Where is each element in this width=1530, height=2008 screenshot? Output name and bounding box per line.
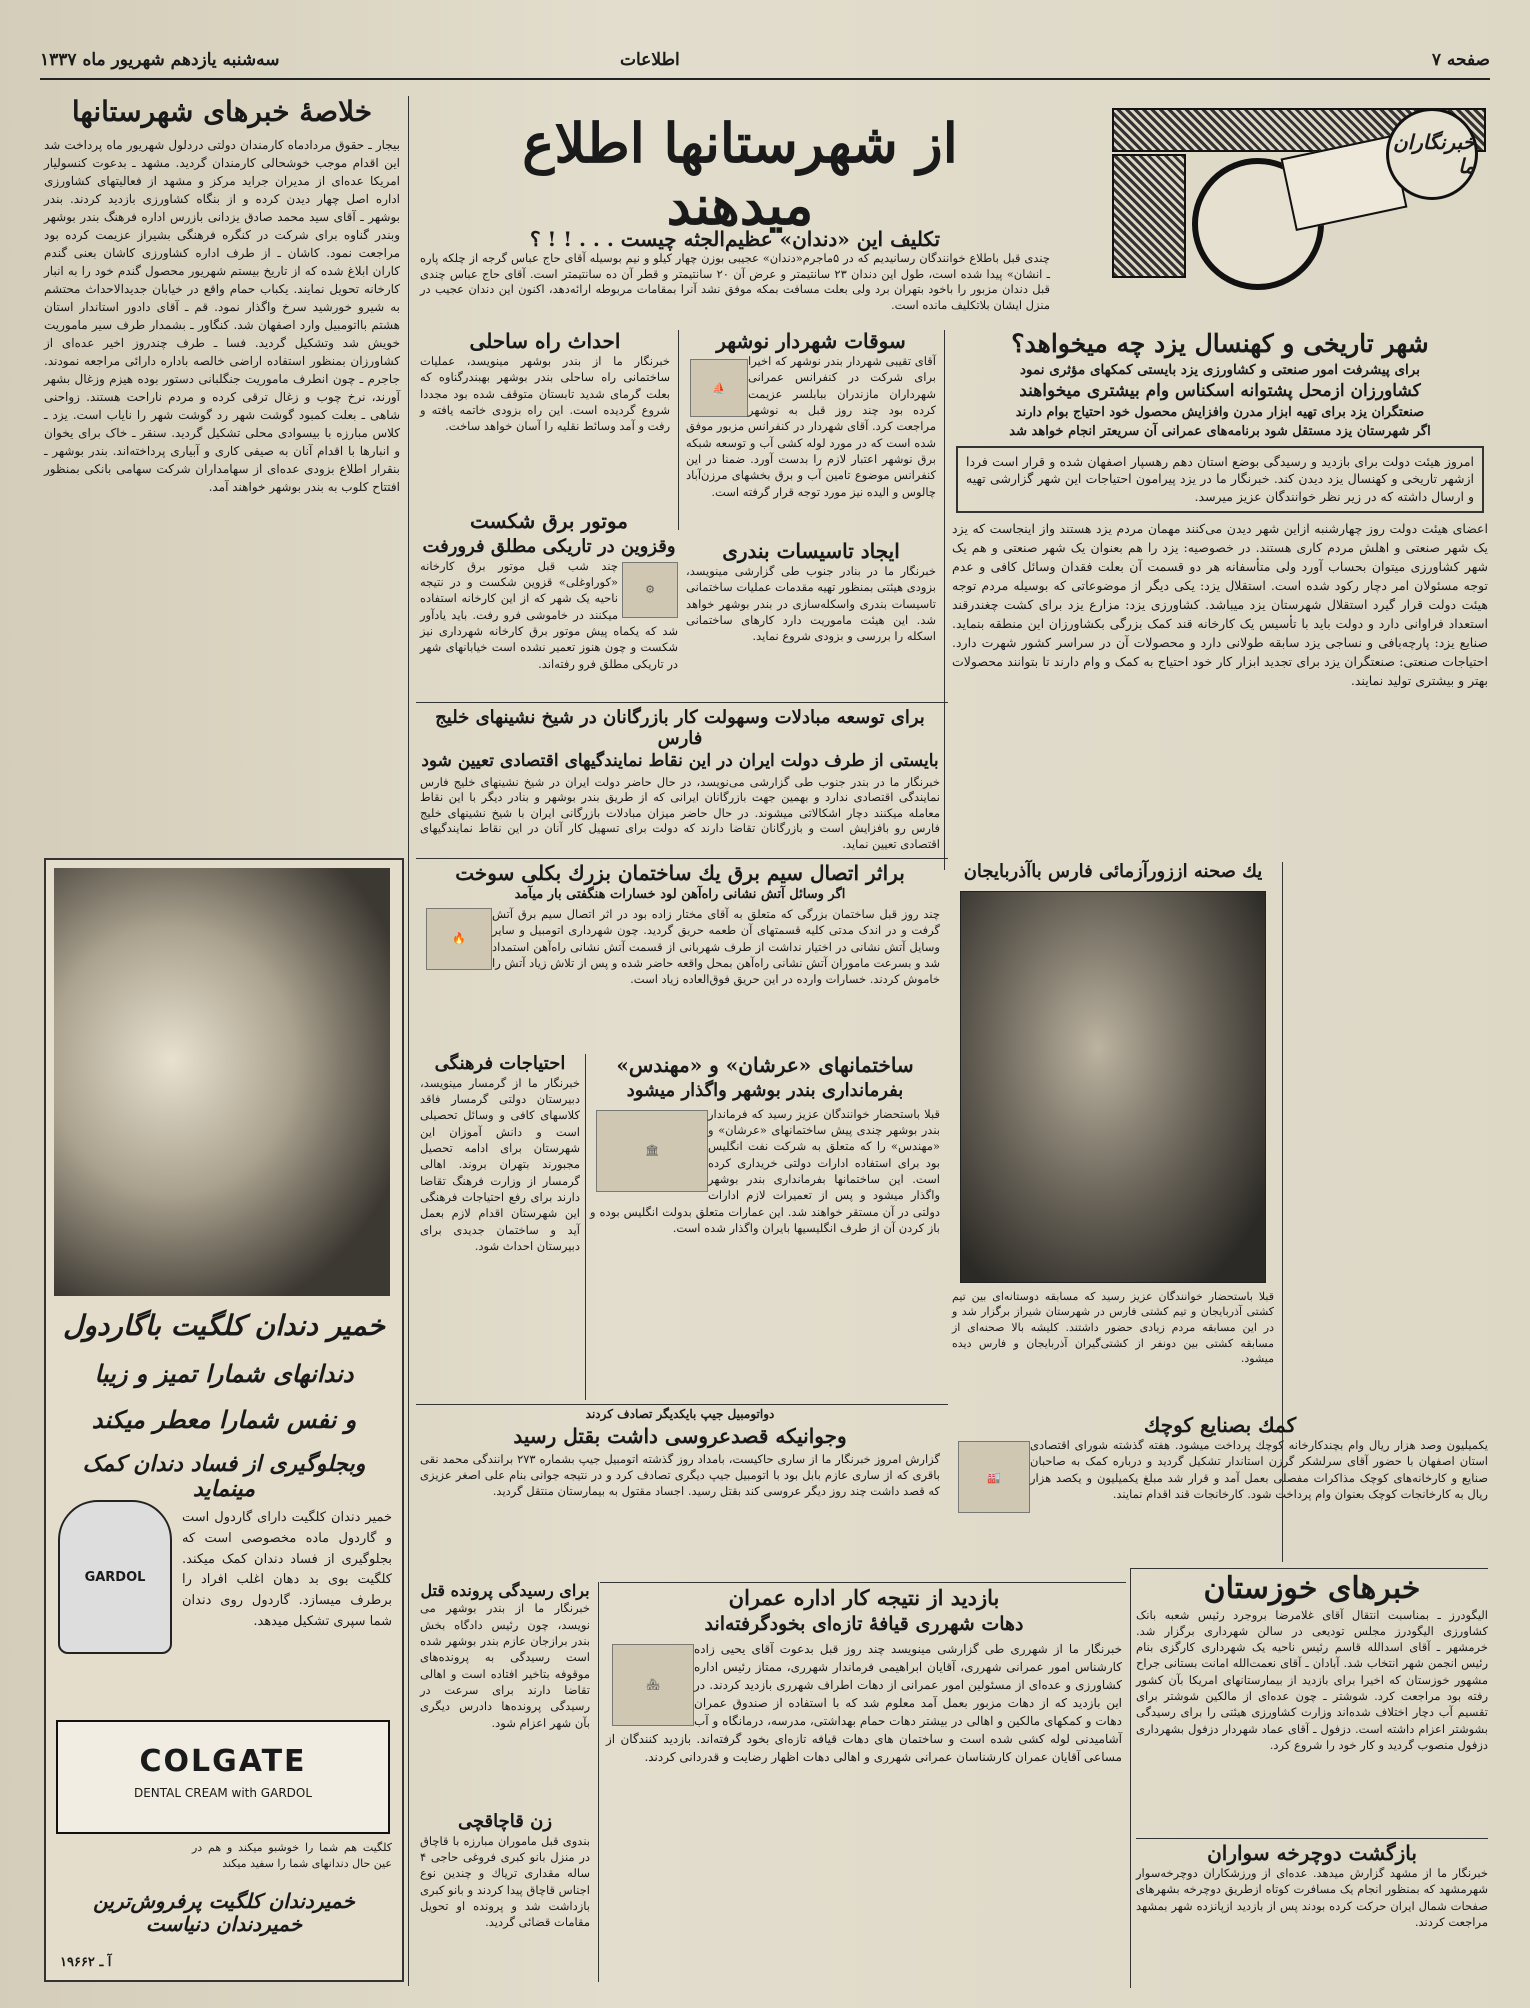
wrestling-photo: [960, 891, 1266, 1283]
mayor-text: آقای تقیبی شهردار بندر نوشهر که اخیرا برای شرکت در کنفرانس عمرانی شهرداران مازندران ببابلسر عزیمت کرده بود چند روز قبل به نوشهر مراجعت کرد. آقای شهردار در کنفرانس مزبور موفق شده است که در مورد لوله کشی آب و توسعه شبکه برق نوشهر اعتبار لازم را بدست آورد. ضمنا در این کنفرانس موضوع تامین آب و برق بخشهای مرزن‌آباد چالوس و الیده نیز مورد توجه قرار گرفته است.: [686, 354, 936, 499]
women-story: [420, 1812, 590, 1982]
ashan-title: ساختمانهای «عرشان» و «مهندس»: [616, 1053, 914, 1077]
yazd-title: شهر تاریخی و کهنسال یزد چه میخواهد؟: [1011, 329, 1429, 358]
reporters-logo: خبرنگاران ما: [1386, 108, 1478, 200]
divider-cycle: [1136, 1838, 1488, 1839]
engine-sub: وقزوین در تاریکی مطلق فرورفت: [422, 536, 676, 557]
ad-code: آ ـ ۱۹۶۶۲: [60, 1955, 112, 1970]
ad-line1: دندانهای شمارا تمیز و زیبا: [94, 1359, 354, 1388]
divider-bride-top: [416, 1404, 948, 1405]
banner-keys-left: [1112, 154, 1186, 278]
page-number: صفحه ۷: [1431, 50, 1490, 70]
banner-title: از شهرستانها اطلاع میدهند: [522, 111, 958, 238]
factory-icon: 🏭: [958, 1441, 1030, 1513]
license-story: [420, 1582, 590, 1810]
ad-box-graphic: [56, 1720, 390, 1834]
bride-kicker: دواتومبیل جیپ بایکدیگر تصادف کردند: [585, 1407, 775, 1421]
tooth-text: چندی قبل باطلاع خوانندگان رسانیدیم که در ۵ماجرم«دندان» عجیبی بوزن چهار کیلو و نیم بوسیله آقای حاج عباس گرجه از چلکه پاره ـ انشان» پیدا شده است، طول این دندان ۲۳ سانتیمتر و عرض آن ۲۰ سانتیمتر و قطر آن ده سانتیمتر است. آقای حاج عباس چندی قبل دندان مزبور را باخود بتهران برد ولی بعلت مسافت بمکه موفق نشد آنرا بمقامات مربوطه ارائه‌دهد، اکنون این دندان عجیب در منزل ایشان بلاتکلیف مانده است.: [420, 251, 1050, 312]
ashan-story: [590, 1054, 940, 1400]
install-text: خبرنگار ما در بنادر جنوب طی گزارشی مینویسد، بزودی هیئتی بمنظور تهیه مقدمات عملیات ساختمانی تاسیسات بندری واسکله‌سازی در بندر بوشهر خواهد شد. این هیئت ماموریت دارد کارهای ساختمانی اسکله را بررسی و بزودی شروع نماید.: [686, 564, 936, 644]
divider-mayor: [678, 330, 679, 530]
cycle-text: خبرنگار ما از مشهد گزارش میدهد. عده‌ای از ورزشکاران دوچرخه‌سوار شهرمشهد که بمنظور انجام یک مسافرت کوتاه ازطریق دوچرخه بشهرهای صفحات شمال ایران حرکت کرده بودند پس از بازدید ازپانزده شهر بمشهد مراجعت کردند.: [1136, 1866, 1488, 1929]
page-header: [40, 44, 1490, 74]
cycle-story: [1136, 1842, 1488, 1982]
divider-visit: [600, 1582, 1126, 1583]
fire-story: [420, 862, 940, 1050]
visit-title: بازدید از نتیجه کار اداره عمران: [728, 1585, 1000, 1610]
install-story: [686, 540, 936, 710]
fire-icon: 🔥: [426, 908, 492, 970]
engine-title: موتور برق شکست: [470, 509, 628, 533]
wrestling-title: یك صحنه اززورآزمائی فارس باآذربایجان: [963, 861, 1263, 882]
divider-culture: [585, 1054, 586, 1400]
crafts-text: یکمیلیون وصد هزار ریال وام بچندکارخانه کوچك پرداخت میشود. هفته گذشته شورای اقتصادی استان اصفهان با حضور آقای سرلشکر گرزن استاندار تشکیل گردید و درباره کمک به صاحبان صنایع و کارخانه‌های کوچک مذاکرات مفصلی بعمل آمد و قرار شد مبلغ یکمیلیون و یکصد هزار ریال به کارخانجات کوچک بعنوان وام پرداخت شود. کارخانجات قند اقدام نمایند.: [1030, 1438, 1488, 1501]
culture-title: احتیاجات فرهنگی: [434, 1053, 566, 1074]
visit-sub: دهات شهرری قیافهٔ تازه‌ای بخودگرفته‌اند: [704, 1613, 1024, 1636]
summary-text: بیجار ـ حقوق مردادماه کارمندان دولتی دردلول شهریور ماه پرداخت شد این اقدام موجب خوشحالی کارمندان گردید. مشهد ـ بدعوت کنسولیار امریکا عده‌ای از مدیران جراید مرکز و مشهد از فعالیتهای کشاورزی اداره اصل چهار دیدن کرده و از بنگاه کشاورزی بازدید کردند. بندر بوشهر ـ آقای سید محمد صادق یزدانی بازرس اداره فرهنگ بندر بوشهر وبندر گناوه برای شرکت در کنگره فرهنگی بشیراز عزیمت کرده بود مراجعت نمود. کاشان ـ از طرف اداره کشاورزی کاشان بعنی گندم کاران ابلاغ شده که از تاریخ بیستم شهریور محصول گندم خود را به انبار کارخانه تحویل نمایند. یکباب حمام واقع در خیابان جدیدالاحداث محتشم به شیرو خورشید سرخ واگذار نمود. قم ـ آقای دادور استاندار استان هشتم بااتومبیل وارد اصفهان شد. کنگاور ـ بشمدار طرف سیر ماموریت خویش شد وتشکیل گردید. فسا ـ طرف چندروز اخیر عده‌ای از کشاورزان بمنظور استفاده اراضی خالصه باداره دارائی مراجعه نمودند. جاجرم ـ چون انطرف ماموریت جنگلبانی دستور بوده هیزم وزغال بشهر آورند، نرخ چوب و زغال ترقی کرده و مردم ناراحت هستند. زواحنی شاهی ـ بعلت کمبود گوشت شهر رد گوشت شهر را نایاب است. یزد ـ کلاس مبارزه با بیسوادی محلی تشکیل گردید. سنقر ـ خاک برای یخوان و انبارها با اقدام آنان به صیفی کاری و آبیاری پرداخته‌اند. بندر بوشهر ـ بنقرار اطلاع بزودی عده‌ای از سهامداران شرکت سهامی بانکی بمنظور افتتاح کلوب به بندر بوشهر خواهند آمد.: [44, 138, 400, 495]
colgate-ad: [44, 858, 404, 1982]
divider-visit-v: [598, 1582, 599, 1982]
install-title: ایجاد تاسیسات بندری: [722, 539, 900, 563]
license-text: خبرنگار ما از بندر بوشهر می نویسد، چون رئیس دادگاه بخش بندر برازجان عازم بندر بوشهر شده است رسیدگی به پرونده‌های موقوفه بتاخیر افتاده است و اهالی تقاضا دارند برای سرعت در رسیدگی پرونده‌ها دادرس دیگری بآن شهر اعزام شود.: [420, 1601, 590, 1730]
ad-line3: وبجلوگیری از فساد دندان کمک مینماید: [82, 1451, 366, 1503]
gulf-story: [420, 708, 940, 856]
ad-box-sub: DENTAL CREAM with GARDOL: [133, 1786, 313, 1800]
banner-illustration: [1052, 98, 1488, 292]
ashan-text: قبلا باستحضار خوانندگان عزیز رسید که فرماندار بندر بوشهر چندی پیش ساختمانهای «عرشان» و «مهندس» را که متعلق به شرکت نفت انگلیس بود برای استفاده ادارات دولتی خریداری کرده است. این ساختمانها بفرمانداری بندر بوشهر واگذار میشود و پس از تعمیرات لازم ادارات دولتی در آن مستقر خواهند شد. این عمارات متعلق بدولت انگلیس بوده و باز کردن آن از طرف انگلیسیها بایران واگذار شده است.: [590, 1106, 940, 1235]
yazd-sub1: برای پیشرفت امور صنعتی و کشاورزی یزد بایستی کمکهای مؤثری نمود: [1020, 361, 1420, 378]
divider-gulf-bottom: [416, 858, 948, 859]
gulf-text: خبرنگار ما در بندر جنوب طی گزارشی می‌نویسد، در حال حاضر دولت ایران در شیخ نشینهای خلیج فارس نمایندگی اقتصادی ندارد و بهمین جهت بازرگانان ایرانی که از طریق بندر بوشهر و بنادر دیگر با این نقاط معامله میکنند دچار اشکالاتی میشوند. در حال حاضر میزان مبادلات بازرگانی ایران با شیخ نشینهای خلیج فارس رو بافزایش است و بازرگانان تقاضا دارند که دولت برای تسهیل کار آنان در این نقاط نمایندگیهای اقتصادی تعیین نماید.: [420, 774, 940, 851]
tooth-title: تکلیف این «دندان» عظیم‌الجثه چیست . . . ! ! ؟: [529, 227, 941, 251]
ad-tube-icon: GARDOL: [58, 1500, 172, 1654]
paper-name: اطلاعات: [620, 50, 680, 70]
divider-gulf-top: [416, 702, 948, 703]
cycle-title: بازگشت دوچرخه سواران: [1207, 1841, 1417, 1865]
women-title: زن قاچاقچی: [457, 1811, 553, 1832]
building-icon: 🏛: [596, 1110, 708, 1192]
summary-column: [44, 96, 400, 854]
fire-text: چند روز قبل ساختمان بزرگی که متعلق به آقای مختار زاده بود در اثر اتصال سیم برق آتش گرفت و در اندک مدتی کلیه قسمتهای آن طعمه حریق گردید. چون شهرداری اتومبیل و سایر وسایل آتش نشانی در اختیار نداشت از طرف شهربانی از قسمت آتش نشانی راه‌آهن استمداد شد و بسرعت ماموران آتش نشانی راه‌آهن بمحل واقعه حاضر شده و پس از تلاش زیاد آتش را خاموش کردند. خسارات وارده در این حریق فوق‌العاده زیاد است.: [492, 906, 940, 987]
column-divider-right: [944, 330, 945, 870]
divider-khuzestan: [1130, 1568, 1488, 1569]
wrestling-block: [952, 862, 1274, 1410]
engine-icon: ⚙: [622, 562, 678, 618]
wrestling-caption: قبلا باستحضار خوانندگان عزیز رسید که مسابقه دوستانه‌ای بین تیم کشتی آذربایجان و تیم کشتی فارس در شهرستان شیراز برگزار شد و در این مسابقه مردم زیادی حضور داشتند. کلیشه بالا صحنه‌ای از مسابقه کشتی بین دونفر از کشتی‌گیران آذربایجان و فارس دیده میشود.: [952, 1289, 1274, 1366]
boat-icon: ⛵: [690, 359, 748, 417]
culture-story: [420, 1054, 580, 1400]
engine-text: چند شب قبل موتور برق کارخانه «کوراوغلی» قزوین شکست و در نتیجه ناحیه یک شهر که از این کارخانه استفاده میکنند در خاموشی فرو رفت. باید یادآور شد که یکماه پیش موتور برق کارخانه شهرداری نیز شکست و چون هنوز تعمیر نشده است خیابانهای شهر در تاریکی مطلق فرو رفته‌اند.: [420, 558, 678, 671]
yazd-sub3: صنعتگران یزد برای تهیه ابزار مدرن وافزایش محصول خود احتیاج بوام دارند: [1015, 404, 1425, 420]
crafts-title: کمك بصنایع کوچك: [1143, 1413, 1297, 1437]
ashan-sub: بفرمانداری بندر بوشهر واگذار میشود: [626, 1080, 904, 1101]
yazd-boxed-intro: امروز هیئت دولت برای بازدید و رسیدگی بوضع استان دهم رهسپار اصفهان شده و قرار است فردا ازشهر تاریخی و کهنسال یزد دیدن کند. خبرنگار ما در یزد پیرامون احتیاجات این شهر گزارشی تهیه و ارسال داشته که در زیر نظر خوانندگان عزیز میرسد.: [956, 446, 1484, 513]
ad-foot-text: کلگیت هم شما را خوشبو میکند و هم در عین حال دندانهای شما را سفید میکند: [192, 1841, 392, 1870]
fire-sub: اگر وسائل آتش نشانی راه‌آهن لود خسارات هنگفتی بار میآمد: [514, 887, 846, 902]
women-text: بندوی قبل ماموران مبارزه با قاچاق در منزل بانو کبری فروغی حاجی ۴ ساله مقداری تریاك و چندین نوع اجناس قاچاق پیدا کردند و بانو کبری بازداشت شد و پرونده او تحویل مقامات قضائی گردید.: [420, 1833, 590, 1930]
khuzestan-title: خبرهای خوزستان: [1203, 1571, 1421, 1606]
header-rule: [40, 78, 1490, 80]
ad-box-brand: COLGATE: [139, 1744, 307, 1779]
ad-footer: خمیردندان کلگیت پرفروش‌ترین خمیردندان دنیاست: [93, 1889, 355, 1936]
yazd-sub2: کشاورزان ازمحل پشتوانه اسکناس وام بیشتری میخواهند: [1019, 381, 1421, 402]
ad-line2: و نفس شمارا معطر میکند: [91, 1405, 357, 1434]
bride-title: وجوانیکه قصدعروسی داشت بقتل رسید: [513, 1423, 847, 1448]
village-icon: 🏘: [612, 1644, 694, 1726]
bride-story: [420, 1408, 940, 1578]
fire-title: براثر اتصال سیم برق یك ساختمان بزرك بكلی سوخت: [455, 861, 905, 885]
divider-khuzestan-v: [1130, 1568, 1131, 1988]
visit-text: خبرنگار ما از شهرری طی گزارشی مینویسد چند روز قبل بدعوت آقای یحیی زاده کارشناس امور عمرانی شهرری، آقایان ابراهیمی فرماندار شهرری، ممتاز رئیس اداره کشاورزی و عده‌ای از مسئولین امور عمرانی از دهات اطراف شهرری بازدید کردند. در این بازدید که از دهات مزبور بعمل آمد معلوم شد که با استفاده از صندوق عمران دهات و کمکهای مالکین و اهالی در بیشتر دهات حمام بهداشتی، مدرسه، درمانگاه و آب آشامیدنی لوله کشی شده است و ساختمان های دهات قیافه تازه‌ای بخود گرفته‌اند. بازدید کنندگان از مساعی آقایان عمران کارشناسان عمرانی شهرری و اهالی دهات اظهار رضایت و قدردانی کردند.: [606, 1641, 1123, 1764]
khuzestan-text: الیگودرز ـ بمناسبت انتقال آقای غلامرضا بروجرد رئیس شعبه بانک کشاورزی الیگودرز مجلس تودیعی در سالن شهرداری برگزار شد. خرمشهر ـ آقای اسدالله قاسم رئیس ناحیه یک شهرداری کارگزی بنام رئیس انجمن شهر انتخاب شد. آبادان ـ آقای نعمت‌الله امانت بستانی جراح مشهور خوزستان که اخیرا برای بازدید از بیمارستانهای امریکا بآن کشور رفته بود مراجعت کرد. شوشتر ـ چون عده‌ای از مالکین شوشتر برای تقسیم آب دچار اختلاف شده‌اند وزارت کشاورزی هیئتی را برای رسیدگی بشوشتر اعزام داشته است. دزفول ـ آقای عماد شهردار دزفول بشهرداری دزفول منصوب گردید و کار خود را شروع کرد.: [1136, 1607, 1488, 1753]
gulf-title: برای توسعه مبادلات وسهولت کار بازرگانان در شیخ نشینهای خلیج فارس: [435, 707, 925, 749]
khuzestan-story: [1136, 1572, 1488, 1836]
coast-text: خبرنگار ما از بندر بوشهر مینویسد، عملیات ساختمانی راه ساحلی بندر بوشهر بهبندرگناوه که بعلت گرمای شدید تابستان متوقف شده بود مجددا شروع گردیده است. این راه بزودی خاتمه یافته و رفت و آمد وسائط نقلیه را آسان خواهد ساخت.: [420, 354, 670, 434]
coast-title: احداث راه ساحلی: [469, 329, 621, 353]
license-title: برای رسیدگی پرونده قتل: [420, 1581, 590, 1600]
ad-body: خمیر دندان کلگیت دارای گاردول است و گاردول ماده مخصوصی است که بجلوگیری از فساد دندان کمک میکند. کلگیت بوی بد دهان اغلب افراد را برطرف میسازد. گاردول روی دندان شما سپری تشکیل میدهد.: [182, 1510, 392, 1629]
mayor-story: [686, 330, 936, 530]
ad-couple-photo: [54, 868, 390, 1296]
tooth-story: [420, 228, 1050, 322]
yazd-sub4: اگر شهرستان یزد مستقل شود برنامه‌های عمرانی آن سریعتر انجام خواهد شد: [1009, 423, 1431, 439]
crafts-story: [952, 1414, 1488, 1564]
bride-text: گزارش امروز خبرنگار ما از ساری حاکیست، بامداد روز گذشته اتومبیل جیپ بشماره ۲۷۳ برانندگی محمد نقی باقری که از ساری عازم بابل بود با اتومبیل جیپ دیگری تصادف کرد و در نتیجه جوانی بنام علی اصغر عزیزی که قصد داشت چند روز دیگر عروسی کند بقتل رسید. اجساد مقتول به بیمارستان منتقل گردید.: [420, 1451, 940, 1499]
visit-story: [606, 1586, 1122, 1976]
culture-text: خبرنگار ما از گرمسار مینویسد، دبیرستان دولتی گرمسار فاقد کلاسهای کافی و وسائل تحصیلی است و دانش آموزان این شهرستان برای ادامه تحصیل مجبورند بتهران بروند. اهالی گرمسار از وزارت فرهنگ تقاضا دارند برای رفع احتیاجات فرهنگی این شهرستان اقدام لازم بعمل آید و ساختمان جدیدی برای دبیرستان احداث شود.: [420, 1075, 580, 1253]
summary-title: خلاصهٔ خبرهای شهرستانها: [71, 95, 373, 128]
ad-brand-line: خمیر دندان کلگیت باگاردول: [63, 1309, 385, 1342]
coast-story: [420, 330, 670, 520]
column-divider-left: [408, 96, 409, 1986]
mayor-title: سوقات شهردار نوشهر: [716, 329, 906, 353]
engine-story: [420, 510, 678, 710]
yazd-text: اعضای هیئت دولت روز چهارشنبه ازاین شهر دیدن می‌کنند مهمان مردم یزد هستند واز اینجاست که یزد یک شهر صنعتی و اهلش مردم کاری هستند. در خصوصیه: یزد را هم بعنوان یک شهر صنعتی و هم یک شهر کشاورزی میتوان بحساب آورد ولی متأسفانه هر دو قسمت آن بعلت فقدان وسائل کافی و عدم توجه مسئولان امر دچار رکود شده است. استقلال یزد: یکی دیگر از موضوعاتی که بوسیله مردم توجه هیئت دولت قرار گیرد استقلال شهرستان یزد میباشد. کشاورزی یزد: مزارع یزد برای کشت چغندرقند استعداد فراوانی دارد و دولت باید با تأسیس یک کارخانه قند کمک بزرگی بکشاورزان این منطقه بنماید. صنایع یزد: پارچه‌بافی و نساجی یزد سابقه طولانی دارد و محصولات آن در سراسر کشور شهرت دارد. احتیاجات صنعتی: صنعتگران یزد برای تجدید ابزار کار خود احتیاج به کمک و وام دارند تا بتوانند محصولات بهتر و بیشتری تولید نمایند.: [952, 520, 1488, 688]
issue-date: سه‌شنبه یازدهم شهریور ماه ۱۳۳۷: [40, 50, 280, 70]
gulf-sub: بایستی از طرف دولت ایران در این نقاط نمایندگیهای اقتصادی تعیین شود: [421, 751, 939, 772]
